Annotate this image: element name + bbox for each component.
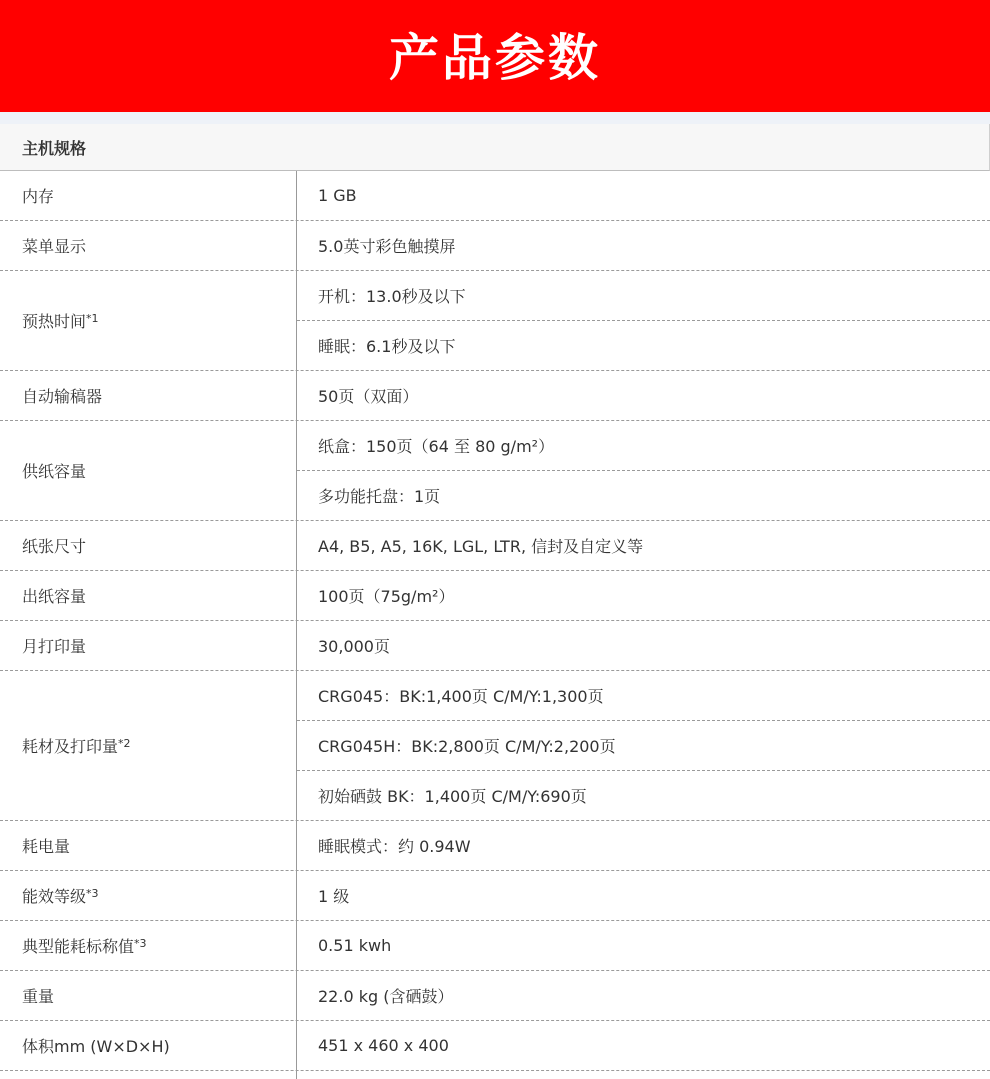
spec-values bbox=[297, 271, 990, 370]
footnote-marker: *2 bbox=[118, 737, 131, 750]
spec-row bbox=[0, 871, 990, 921]
spec-value: CRG045：BK:1,400页 C/M/Y:1,300页 bbox=[318, 687, 604, 706]
spec-value: 睡眠：6.1秒及以下 bbox=[297, 320, 990, 370]
spec-label bbox=[0, 271, 297, 370]
spec-label bbox=[0, 371, 297, 420]
spec-label-text: 重量 bbox=[22, 987, 55, 1006]
spec-label bbox=[0, 421, 297, 520]
spec-label-text: 纸张尺寸 bbox=[22, 537, 87, 556]
spec-label-text: 菜单显示 bbox=[22, 237, 87, 256]
spec-value: 开机：13.0秒及以下 bbox=[318, 287, 466, 306]
spec-row bbox=[0, 571, 990, 621]
spec-row bbox=[0, 371, 990, 421]
spec-values bbox=[297, 871, 990, 920]
footnote-marker: *1 bbox=[86, 312, 99, 325]
spec-row bbox=[0, 271, 990, 371]
spec-label bbox=[0, 971, 297, 1020]
spec-values bbox=[297, 521, 990, 570]
spec-value: 50页（双面） bbox=[318, 387, 419, 406]
spec-value: 睡眠模式：约 0.94W bbox=[318, 837, 471, 856]
section-title: 主机规格 bbox=[22, 138, 87, 158]
spec-row bbox=[0, 971, 990, 1021]
spec-row bbox=[0, 921, 990, 971]
spec-values bbox=[297, 1021, 990, 1070]
spec-row bbox=[0, 221, 990, 271]
spec-row bbox=[0, 671, 990, 821]
spec-value: 451 x 460 x 400 bbox=[318, 1036, 449, 1055]
spec-label bbox=[0, 171, 297, 220]
spec-label-text: 体积mm (W×D×H) bbox=[22, 1037, 170, 1056]
spec-label-text: 耗材及打印量 bbox=[22, 737, 119, 756]
spec-label-text: 典型能耗标称值 bbox=[22, 937, 135, 956]
table-tail bbox=[0, 1071, 990, 1079]
spec-label bbox=[0, 671, 297, 820]
spec-value: 1 级 bbox=[318, 887, 350, 906]
footnote-marker: *3 bbox=[86, 887, 99, 900]
spec-label-text: 预热时间 bbox=[22, 312, 87, 331]
spec-values bbox=[297, 421, 990, 520]
spec-label bbox=[0, 1021, 297, 1070]
spec-value: 1 GB bbox=[318, 186, 357, 205]
spec-value: 5.0英寸彩色触摸屏 bbox=[318, 237, 456, 256]
spec-label-text: 自动输稿器 bbox=[22, 387, 103, 406]
spec-values bbox=[297, 821, 990, 870]
spec-label-text: 出纸容量 bbox=[22, 587, 87, 606]
page-title: 产品参数 bbox=[389, 29, 601, 87]
spec-table bbox=[0, 171, 990, 1071]
spec-value: 纸盒：150页（64 至 80 g/m²） bbox=[318, 437, 555, 456]
spec-value: 初始硒鼓 BK：1,400页 C/M/Y:690页 bbox=[297, 770, 990, 820]
spec-value: CRG045H：BK:2,800页 C/M/Y:2,200页 bbox=[297, 720, 990, 770]
spec-row bbox=[0, 421, 990, 521]
spec-label bbox=[0, 621, 297, 670]
spec-value: 100页（75g/m²） bbox=[318, 587, 455, 606]
spec-row bbox=[0, 1021, 990, 1071]
spec-values bbox=[297, 921, 990, 970]
spec-values bbox=[297, 171, 990, 220]
spec-label bbox=[0, 921, 297, 970]
spec-label bbox=[0, 521, 297, 570]
spec-value: 0.51 kwh bbox=[318, 936, 392, 955]
spec-value: 30,000页 bbox=[318, 637, 390, 656]
spec-values bbox=[297, 221, 990, 270]
spec-label-text: 供纸容量 bbox=[22, 462, 87, 481]
spec-row bbox=[0, 621, 990, 671]
banner-gap bbox=[0, 112, 990, 124]
footnote-marker: *3 bbox=[134, 937, 147, 950]
spec-label bbox=[0, 871, 297, 920]
spec-values bbox=[297, 571, 990, 620]
spec-values bbox=[297, 671, 990, 820]
section-header bbox=[0, 124, 990, 171]
spec-values bbox=[297, 621, 990, 670]
spec-label bbox=[0, 221, 297, 270]
spec-label bbox=[0, 571, 297, 620]
spec-row bbox=[0, 521, 990, 571]
title-banner bbox=[0, 0, 990, 112]
spec-values bbox=[297, 371, 990, 420]
spec-label-text: 月打印量 bbox=[22, 637, 87, 656]
spec-row bbox=[0, 821, 990, 871]
spec-values bbox=[297, 971, 990, 1020]
spec-label-text: 耗电量 bbox=[22, 837, 71, 856]
spec-value: 22.0 kg (含硒鼓） bbox=[318, 987, 454, 1006]
tail-label bbox=[0, 1071, 297, 1079]
spec-label bbox=[0, 821, 297, 870]
spec-label-text: 内存 bbox=[22, 187, 55, 206]
spec-value: A4, B5, A5, 16K, LGL, LTR, 信封及自定义等 bbox=[318, 537, 644, 556]
spec-row bbox=[0, 171, 990, 221]
spec-label-text: 能效等级 bbox=[22, 887, 87, 906]
spec-value: 多功能托盘：1页 bbox=[297, 470, 990, 520]
